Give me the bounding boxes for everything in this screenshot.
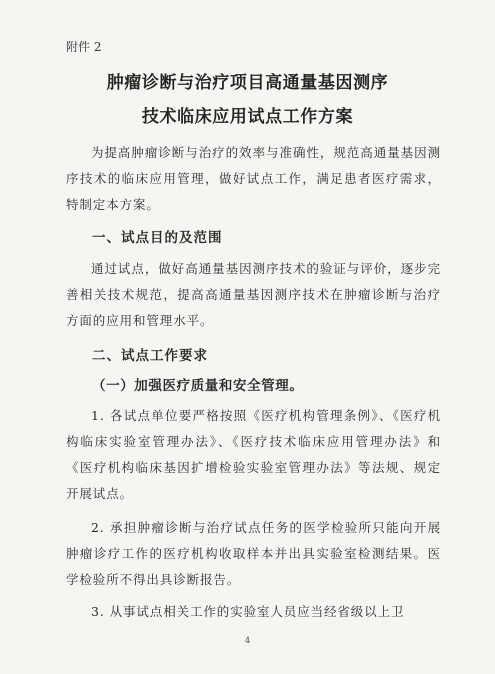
- document-title-line-2: 技术临床应用试点工作方案: [141, 107, 354, 127]
- section-2-item-3: 3. 从事试点相关工作的实验室人员应当经省级以上卫: [91, 604, 405, 619]
- intro-paragraph: 为提高肿瘤诊断与治疗的效率与准确性，规范高通量基因测序技术的临床应用管理，做好试点工作，满足患者医疗需求，特制定本方案。: [66, 145, 441, 212]
- section-1-paragraph: 通过试点，做好高通量基因测序技术的验证与评价，逐步完善相关技术规范，提高高通量基因测序技术在肿瘤诊断与治疗方面的应用和管理水平。: [66, 261, 441, 328]
- section-2-item-2: 2. 承担肿瘤诊断与治疗试点任务的医学检验所只能向开展肿瘤诊疗工作的医疗机构收取样本并出具实验室检测结果。医学检验所不得出具诊断报告。: [66, 520, 441, 587]
- attachment-label: 附件 2: [66, 40, 102, 54]
- section-2-heading: 二、试点工作要求: [92, 348, 208, 364]
- page-number: 4: [244, 636, 251, 645]
- section-1-heading: 一、试点目的及范围: [92, 230, 223, 246]
- section-2-item-1: 1. 各试点单位要严格按照《医疗机构管理条例》、《医疗机构临床实验室管理办法》、《医疗技术临床应用管理办法》和《医疗机构临床基因扩增检验实验室管理办法》等法规、规定开展试点。: [66, 408, 441, 501]
- section-2-subheading: （一）加强医疗质量和安全管理。: [92, 378, 304, 394]
- document-title-line-1: 肿瘤诊断与治疗项目高通量基因测序: [106, 73, 389, 93]
